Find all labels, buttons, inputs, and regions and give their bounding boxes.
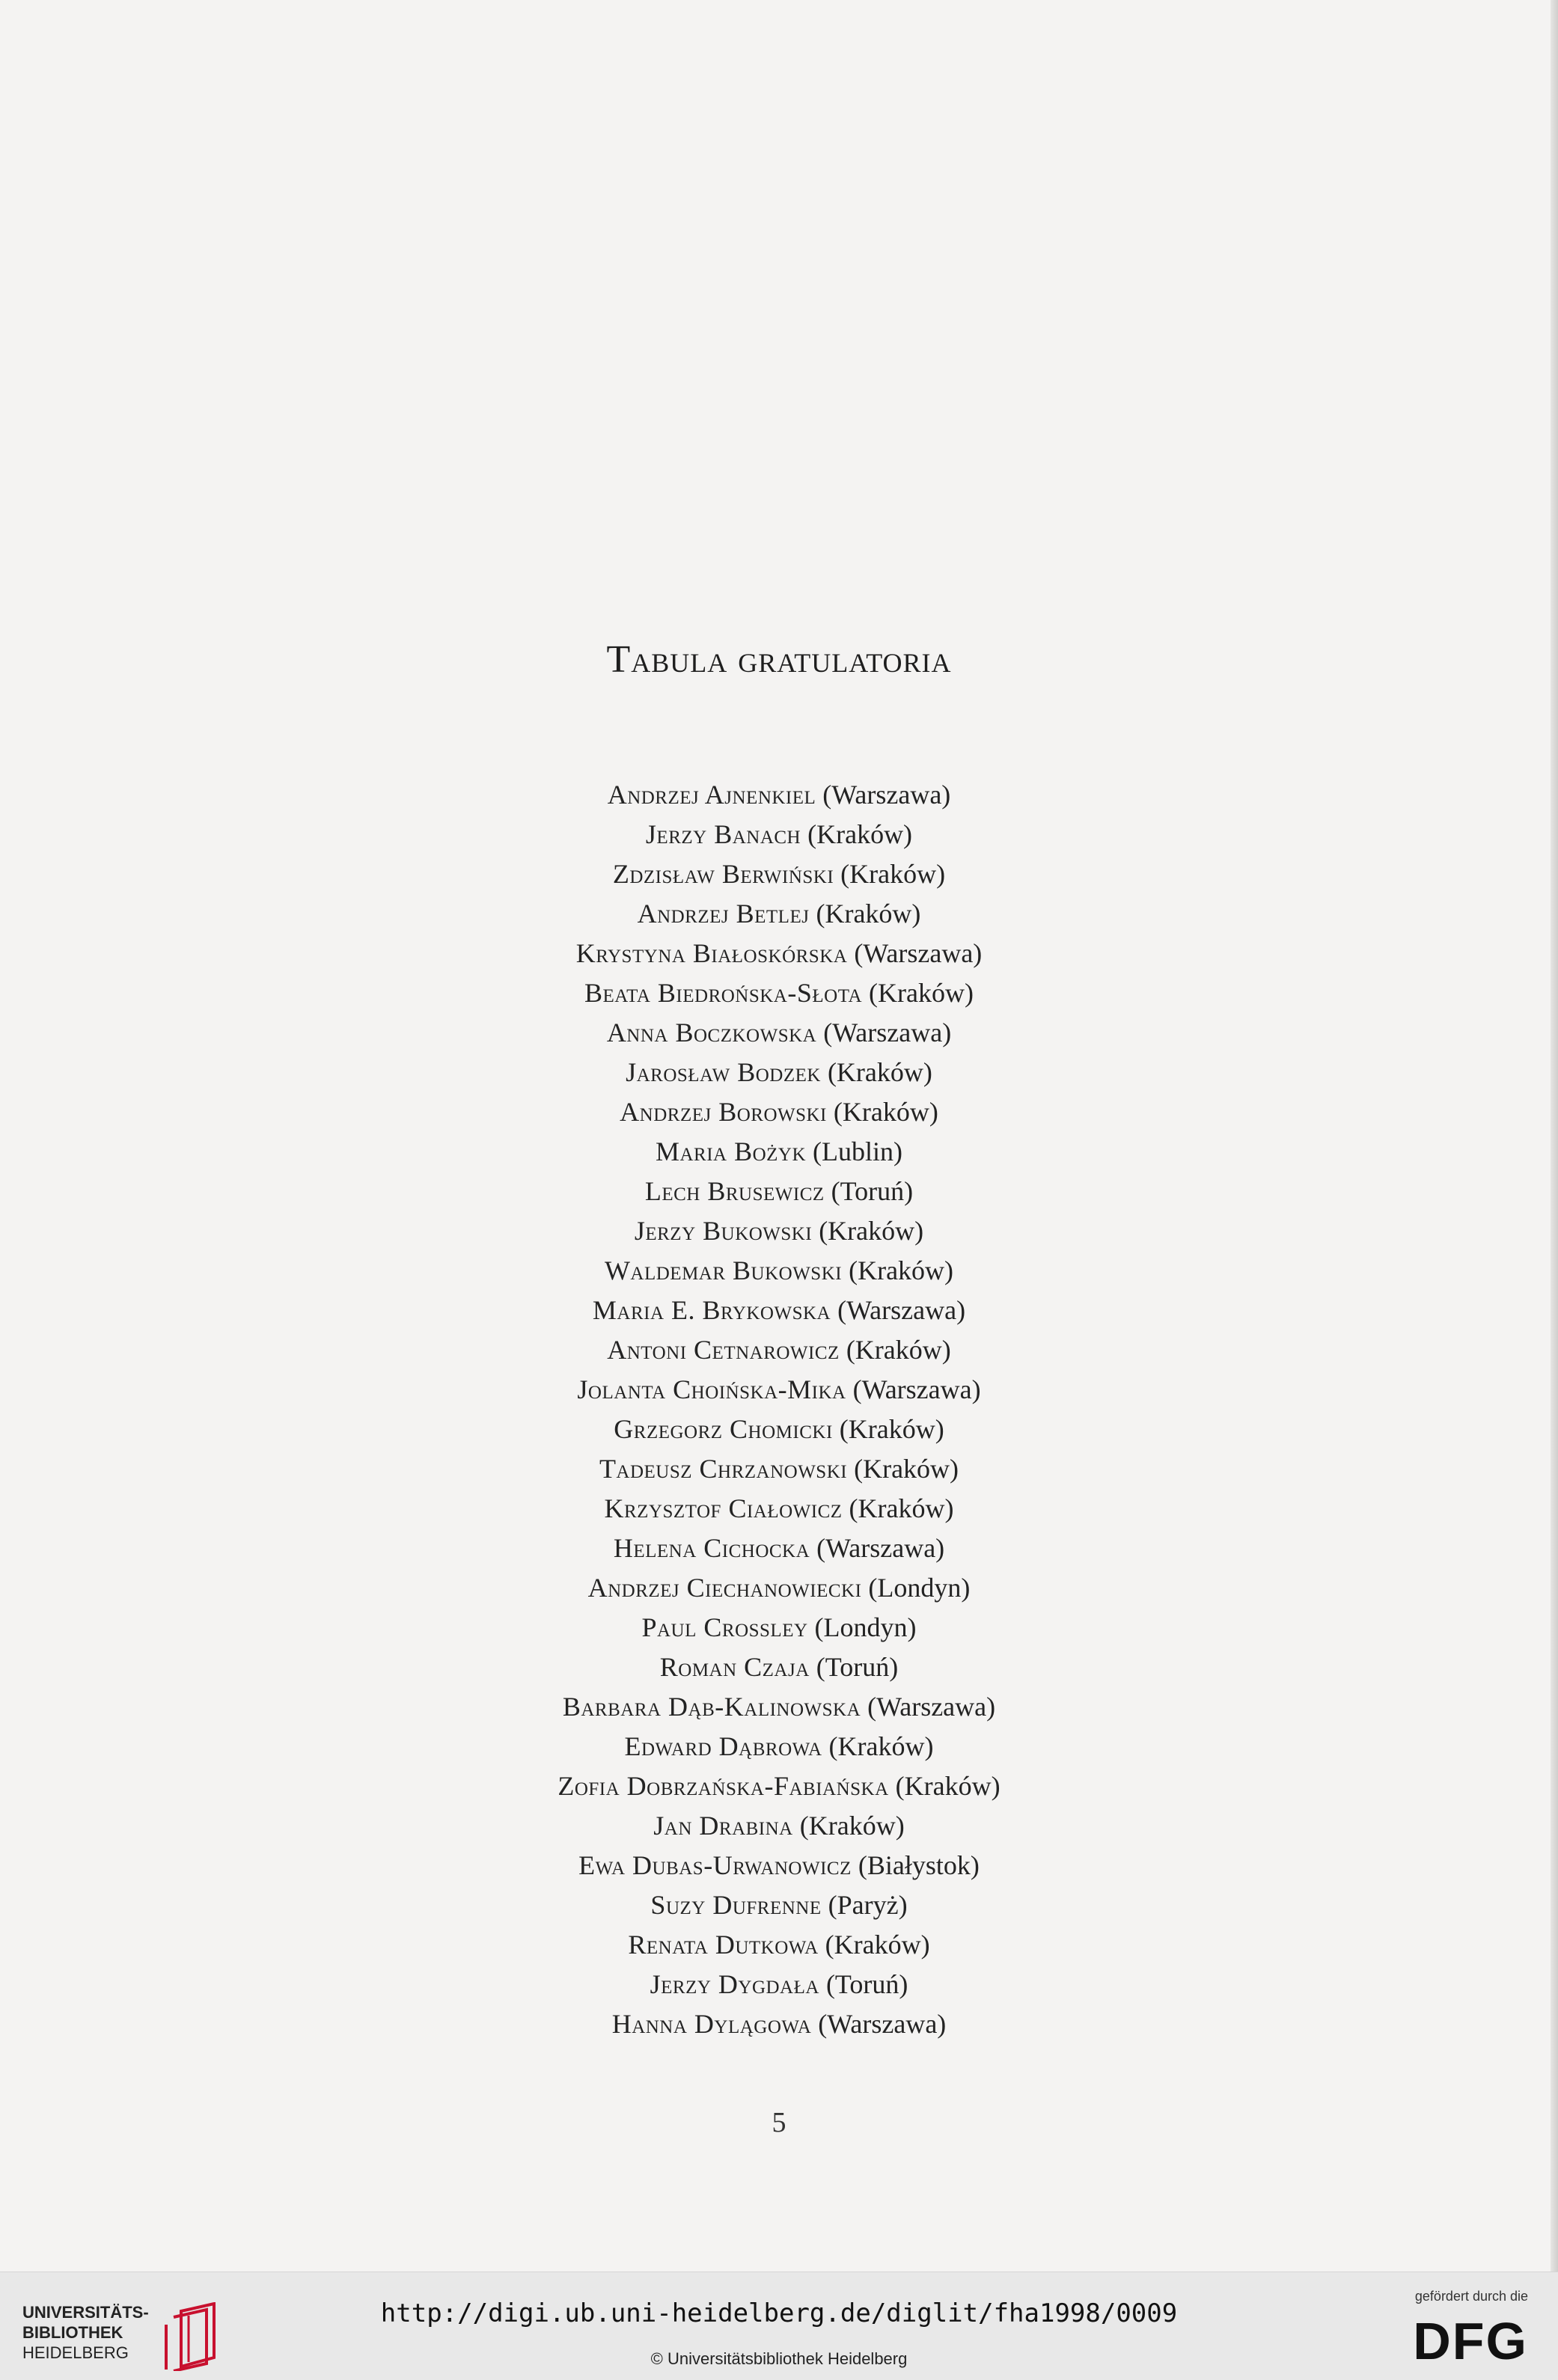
list-item (0, 1648, 1558, 1687)
viewer-footer (0, 2272, 1558, 2380)
list-item (0, 1251, 1558, 1291)
person-name: Waldemar Bukowski (604, 1255, 843, 1285)
list-item (0, 1846, 1558, 1885)
copyright-notice: © Universitätsbibliothek Heidelberg (650, 2349, 908, 2368)
person-name: Antoni Cetnarowicz (607, 1335, 840, 1365)
person-name: Hanna Dylągowa (611, 2009, 812, 2039)
person-location: (Białystok) (858, 1850, 980, 1880)
person-location: (Kraków) (833, 1097, 938, 1127)
person-name: Paul Crossley (641, 1612, 808, 1642)
person-name: Jerzy Bukowski (634, 1216, 813, 1246)
person-name: Barbara Dąb-Kalinowska (562, 1692, 861, 1722)
person-location: (Kraków) (840, 859, 946, 889)
person-name: Anna Boczkowska (606, 1018, 817, 1047)
person-location: (Kraków) (839, 1414, 944, 1444)
list-item (0, 1330, 1558, 1370)
person-location: (Toruń) (825, 1969, 908, 1999)
list-item (0, 1925, 1558, 1965)
person-name: Jerzy Dygdała (650, 1969, 819, 1999)
page-number: 5 (772, 2107, 786, 2138)
list-item (0, 1568, 1558, 1608)
person-location: (Warszawa) (837, 1295, 966, 1325)
list-item (0, 1370, 1558, 1410)
person-location: (Toruń) (831, 1176, 914, 1206)
person-location: (Warszawa) (816, 1533, 945, 1563)
list-item (0, 1529, 1558, 1568)
permalink-url[interactable]: http://digi.ub.uni-heidelberg.de/diglit/fha1998/0009 (380, 2298, 1178, 2328)
person-name: Roman Czaja (659, 1652, 810, 1682)
person-location: (Toruń) (816, 1652, 899, 1682)
person-name: Andrzej Borowski (620, 1097, 827, 1127)
person-location: (Lublin) (813, 1137, 903, 1166)
person-location: (Paryż) (828, 1890, 908, 1920)
person-name: Suzy Dufrenne (650, 1890, 822, 1920)
person-name: Jarosław Bodzek (626, 1057, 821, 1087)
name-list (0, 775, 1558, 2044)
person-location: (Warszawa) (852, 1374, 981, 1404)
list-item (0, 1687, 1558, 1727)
list-item (0, 2004, 1558, 2044)
list-item (0, 1013, 1558, 1053)
person-location: (Warszawa) (818, 2009, 947, 2039)
list-item (0, 1766, 1558, 1806)
person-location: (Kraków) (828, 1731, 934, 1761)
list-item (0, 815, 1558, 854)
person-name: Jolanta Choińska-Mika (577, 1374, 846, 1404)
list-item (0, 1092, 1558, 1132)
person-location: (Warszawa) (867, 1692, 996, 1722)
person-location: (Londyn) (814, 1612, 917, 1642)
library-name-line3: HEIDELBERG (22, 2343, 129, 2362)
person-name: Jerzy Banach (645, 819, 801, 849)
list-item (0, 1053, 1558, 1092)
person-name: Andrzej Ajnenkiel (607, 780, 816, 810)
person-name: Edward Dąbrowa (624, 1731, 822, 1761)
person-name: Krzysztof Ciałowicz (604, 1493, 843, 1523)
person-name: Grzegorz Chomicki (614, 1414, 833, 1444)
person-location: (Warszawa) (823, 1018, 952, 1047)
library-name-line2: BIBLIOTHEK (22, 2323, 123, 2342)
person-name: Beata Biedrońska-Słota (584, 978, 863, 1008)
person-name: Helena Cichocka (613, 1533, 810, 1563)
person-location: (Kraków) (849, 1255, 954, 1285)
list-item (0, 894, 1558, 934)
library-name-line1: UNIVERSITÄTS- (22, 2303, 149, 2322)
list-item (0, 973, 1558, 1013)
list-item (0, 1489, 1558, 1529)
person-name: Andrzej Betlej (637, 899, 810, 929)
person-location: (Londyn) (868, 1573, 971, 1603)
person-location: (Kraków) (849, 1493, 954, 1523)
list-item (0, 1172, 1558, 1211)
person-name: Maria E. Brykowska (592, 1295, 831, 1325)
person-location: (Kraków) (869, 978, 974, 1008)
person-name: Jan Drabina (653, 1811, 793, 1841)
list-item (0, 1291, 1558, 1330)
list-item (0, 1449, 1558, 1489)
list-item (0, 1806, 1558, 1846)
list-item (0, 1608, 1558, 1648)
list-item (0, 1727, 1558, 1766)
dfg-logo-icon: DFG (1413, 2312, 1528, 2370)
person-name: Zdzisław Berwiński (612, 859, 834, 889)
funding-label: gefördert durch die (1414, 2289, 1528, 2304)
person-location: (Kraków) (819, 1216, 924, 1246)
person-name: Renata Dutkowa (628, 1930, 819, 1960)
person-location: (Kraków) (816, 899, 921, 929)
list-item (0, 1885, 1558, 1925)
person-location: (Kraków) (825, 1930, 930, 1960)
person-name: Maria Bożyk (655, 1137, 807, 1166)
page-title: Tabula gratulatoria (606, 638, 952, 681)
list-item (0, 854, 1558, 894)
person-location: (Kraków) (799, 1811, 905, 1841)
person-name: Ewa Dubas-Urwanowicz (578, 1850, 852, 1880)
person-location: (Kraków) (854, 1454, 959, 1484)
person-location: (Warszawa) (822, 780, 951, 810)
person-location: (Kraków) (827, 1057, 932, 1087)
person-location: (Kraków) (807, 819, 913, 849)
list-item (0, 1211, 1558, 1251)
list-item (0, 934, 1558, 973)
person-location: (Kraków) (895, 1771, 1001, 1801)
person-name: Zofia Dobrzańska-Fabiańska (557, 1771, 889, 1801)
list-item (0, 1410, 1558, 1449)
dfg-funding-logo[interactable] (1378, 2289, 1528, 2371)
person-name: Tadeusz Chrzanowski (599, 1454, 848, 1484)
person-location: (Warszawa) (854, 938, 983, 968)
person-location: (Kraków) (846, 1335, 951, 1365)
list-item (0, 1965, 1558, 2004)
person-name: Andrzej Ciechanowiecki (587, 1573, 862, 1603)
person-name: Lech Brusewicz (644, 1176, 825, 1206)
person-name: Krystyna Białoskórska (575, 938, 848, 968)
list-item (0, 1132, 1558, 1172)
list-item (0, 775, 1558, 815)
